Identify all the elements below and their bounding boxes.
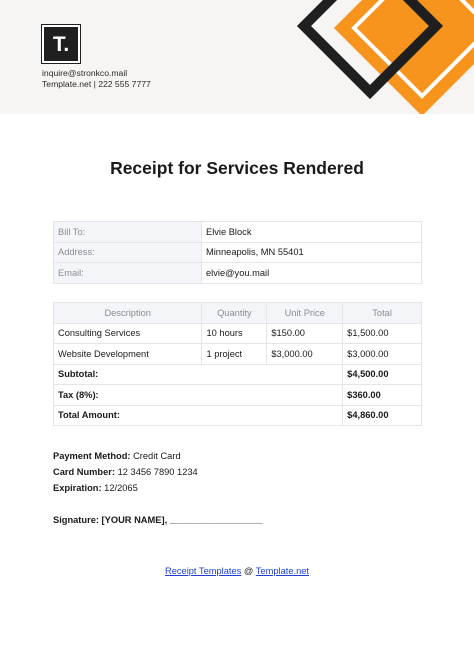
bill-row (54, 222, 422, 243)
bill-value: elvie@you.mail (202, 263, 422, 284)
bill-row (54, 263, 422, 284)
subtotal-value: $4,500.00 (343, 364, 422, 385)
total-value: $4,860.00 (343, 405, 422, 426)
payment-details (53, 448, 198, 496)
cell-quantity: 10 hours (202, 323, 267, 344)
contact-email: inquire@stronkco.mail (42, 68, 128, 78)
payment-method-line (53, 448, 198, 464)
receipt-templates-link[interactable]: Receipt Templates (164, 566, 242, 576)
logo-letter: T. (52, 32, 70, 56)
column-header-quantity: Quantity (202, 303, 267, 324)
bill-to-table (53, 221, 422, 284)
bill-label: Email: (54, 263, 202, 284)
company-logo (42, 25, 80, 63)
tax-value: $360.00 (343, 385, 422, 406)
payment-method-label: Payment Method: (53, 451, 131, 461)
footer-separator: @ (243, 566, 254, 576)
cell-total: $3,000.00 (343, 344, 422, 365)
table-row (54, 344, 422, 365)
payment-method-value: Credit Card (133, 451, 181, 461)
cell-unit-price: $150.00 (267, 323, 343, 344)
cell-description: Website Development (54, 344, 202, 365)
decorative-diamond-shapes (290, 0, 474, 114)
column-header-unit-price: Unit Price (267, 303, 343, 324)
bill-value: Elvie Block (202, 222, 422, 243)
total-label: Total Amount: (54, 405, 343, 426)
bill-label: Address: (54, 242, 202, 263)
table-header-row (54, 303, 422, 324)
header-band (0, 0, 474, 114)
total-row (54, 405, 422, 426)
contact-info (42, 68, 151, 90)
bill-row (54, 242, 422, 263)
contact-website-phone: Template.net | 222 555 7777 (42, 79, 151, 89)
tax-row (54, 385, 422, 406)
template-net-link[interactable]: Template.net (255, 566, 309, 576)
expiration-value: 12/2065 (104, 483, 138, 493)
line-items-table (53, 302, 422, 426)
column-header-description: Description (54, 303, 202, 324)
card-number-value: 12 3456 7890 1234 (117, 467, 198, 477)
card-number-line (53, 464, 198, 480)
cell-quantity: 1 project (202, 344, 267, 365)
subtotal-label: Subtotal: (54, 364, 343, 385)
bill-value: Minneapolis, MN 55401 (202, 242, 422, 263)
expiration-line (53, 480, 198, 496)
expiration-label: Expiration: (53, 483, 102, 493)
tax-label: Tax (8%): (54, 385, 343, 406)
table-row (54, 323, 422, 344)
cell-total: $1,500.00 (343, 323, 422, 344)
cell-unit-price: $3,000.00 (267, 344, 343, 365)
bill-label: Bill To: (54, 222, 202, 243)
card-number-label: Card Number: (53, 467, 115, 477)
cell-description: Consulting Services (54, 323, 202, 344)
column-header-total: Total (343, 303, 422, 324)
footer (0, 566, 474, 576)
subtotal-row (54, 364, 422, 385)
signature-line: Signature: [YOUR NAME], __________________ (53, 515, 263, 525)
page-title: Receipt for Services Rendered (110, 158, 364, 178)
